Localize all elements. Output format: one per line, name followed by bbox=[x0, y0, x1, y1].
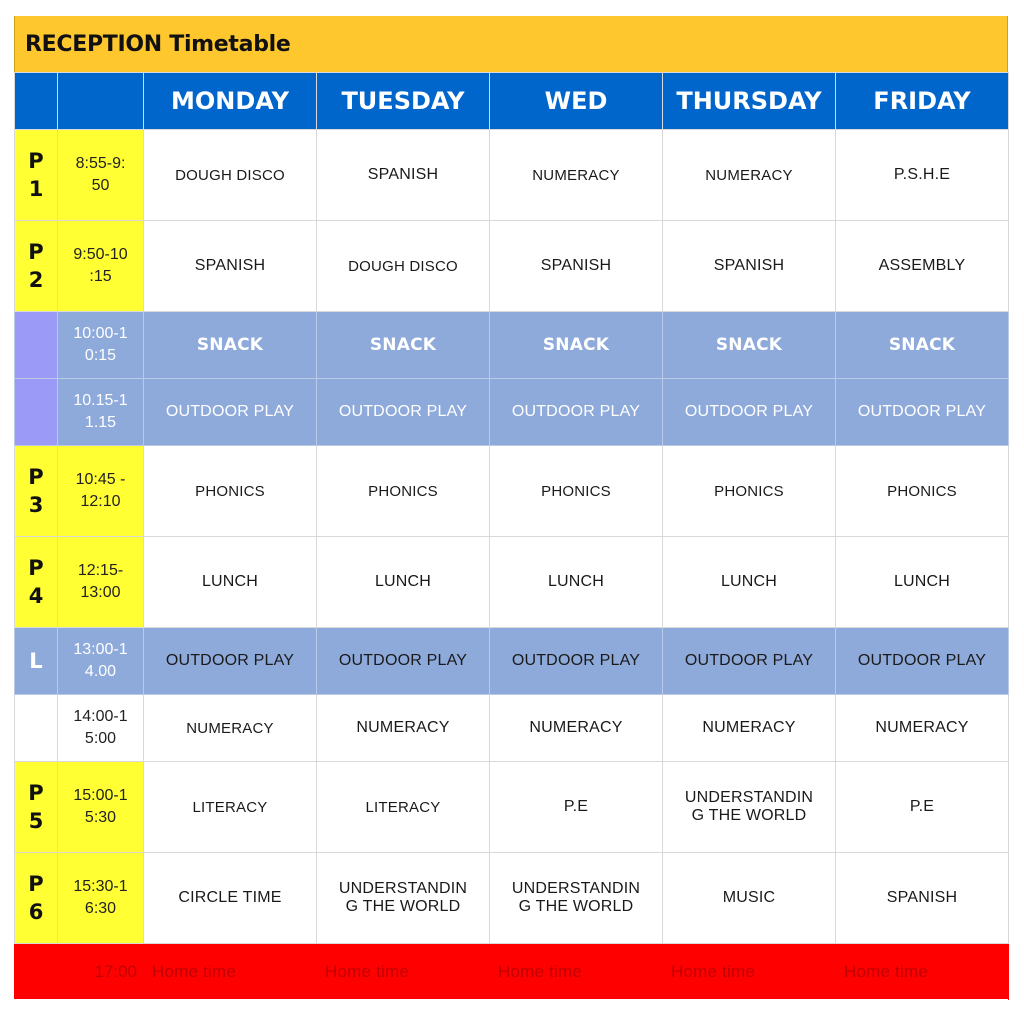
table-row bbox=[15, 695, 1009, 762]
period-label: P 1 bbox=[15, 130, 58, 221]
lesson-cell: NUMERACY bbox=[836, 695, 1009, 762]
lesson-cell: LITERACY bbox=[317, 762, 490, 853]
lesson-cell: OUTDOOR PLAY bbox=[144, 628, 317, 695]
header-blank bbox=[15, 73, 58, 130]
lesson-cell: SNACK bbox=[836, 312, 1009, 379]
period-label: P 5 bbox=[15, 762, 58, 853]
time-label: 15:00-1 5:30 bbox=[58, 762, 144, 853]
lesson-cell: NUMERACY bbox=[663, 130, 836, 221]
lesson-cell: PHONICS bbox=[663, 446, 836, 537]
lesson-cell: P.E bbox=[836, 762, 1009, 853]
day-header-monday: MONDAY bbox=[144, 73, 317, 130]
lesson-cell: SNACK bbox=[317, 312, 490, 379]
lesson-cell: OUTDOOR PLAY bbox=[663, 379, 836, 446]
period-label: P 6 bbox=[15, 853, 58, 944]
lesson-cell: MUSIC bbox=[663, 853, 836, 944]
lesson-cell: OUTDOOR PLAY bbox=[663, 628, 836, 695]
table-row bbox=[15, 537, 1009, 628]
table-row bbox=[15, 446, 1009, 537]
lesson-cell: PHONICS bbox=[144, 446, 317, 537]
lesson-cell: LUNCH bbox=[836, 537, 1009, 628]
lesson-cell: SPANISH bbox=[317, 130, 490, 221]
lesson-cell: Home time bbox=[317, 944, 490, 1000]
lesson-cell: OUTDOOR PLAY bbox=[490, 379, 663, 446]
time-label: 13:00-1 4.00 bbox=[58, 628, 144, 695]
lesson-cell: OUTDOOR PLAY bbox=[144, 379, 317, 446]
lesson-cell: LUNCH bbox=[317, 537, 490, 628]
time-label: 10:45 - 12:10 bbox=[58, 446, 144, 537]
lesson-cell: SPANISH bbox=[663, 221, 836, 312]
table-row bbox=[15, 130, 1009, 221]
lesson-cell: Home time bbox=[490, 944, 663, 1000]
lesson-cell: PHONICS bbox=[317, 446, 490, 537]
table-row bbox=[15, 628, 1009, 695]
lesson-cell: NUMERACY bbox=[317, 695, 490, 762]
period-label: L bbox=[15, 628, 58, 695]
lesson-cell: OUTDOOR PLAY bbox=[490, 628, 663, 695]
lesson-cell: Home time bbox=[663, 944, 836, 1000]
lesson-cell: NUMERACY bbox=[144, 695, 317, 762]
table-row bbox=[15, 221, 1009, 312]
time-label: 17:00 bbox=[58, 944, 144, 1000]
lesson-cell: SPANISH bbox=[836, 853, 1009, 944]
time-label: 10:00-1 0:15 bbox=[58, 312, 144, 379]
lesson-cell: DOUGH DISCO bbox=[317, 221, 490, 312]
time-label: 9:50-10 :15 bbox=[58, 221, 144, 312]
lesson-cell: OUTDOOR PLAY bbox=[317, 628, 490, 695]
lesson-cell: OUTDOOR PLAY bbox=[836, 379, 1009, 446]
lesson-cell: SPANISH bbox=[490, 221, 663, 312]
time-label: 14:00-1 5:00 bbox=[58, 695, 144, 762]
lesson-cell: UNDERSTANDIN G THE WORLD bbox=[317, 853, 490, 944]
lesson-cell: SNACK bbox=[144, 312, 317, 379]
day-header-wednesday: WED bbox=[490, 73, 663, 130]
lesson-cell: NUMERACY bbox=[490, 130, 663, 221]
lesson-cell: UNDERSTANDIN G THE WORLD bbox=[490, 853, 663, 944]
timetable-grid bbox=[14, 72, 1009, 1000]
page-title: RECEPTION Timetable bbox=[25, 31, 291, 57]
day-header-tuesday: TUESDAY bbox=[317, 73, 490, 130]
time-label: 12:15- 13:00 bbox=[58, 537, 144, 628]
header-row bbox=[15, 73, 1009, 130]
period-label: P 4 bbox=[15, 537, 58, 628]
lesson-cell: ASSEMBLY bbox=[836, 221, 1009, 312]
table-row bbox=[15, 762, 1009, 853]
title-bar bbox=[14, 16, 1008, 72]
lesson-cell: OUTDOOR PLAY bbox=[317, 379, 490, 446]
lesson-cell: SNACK bbox=[490, 312, 663, 379]
table-row bbox=[15, 312, 1009, 379]
lesson-cell: SNACK bbox=[663, 312, 836, 379]
lesson-cell: LUNCH bbox=[663, 537, 836, 628]
time-label: 15:30-1 6:30 bbox=[58, 853, 144, 944]
bottom-edge bbox=[14, 999, 1008, 1001]
period-label: P 3 bbox=[15, 446, 58, 537]
day-header-thursday: THURSDAY bbox=[663, 73, 836, 130]
table-row bbox=[15, 379, 1009, 446]
time-label: 8:55-9: 50 bbox=[58, 130, 144, 221]
lesson-cell: UNDERSTANDIN G THE WORLD bbox=[663, 762, 836, 853]
lesson-cell: Home time bbox=[836, 944, 1009, 1000]
lesson-cell: SPANISH bbox=[144, 221, 317, 312]
lesson-cell: Home time bbox=[144, 944, 317, 1000]
header-blank bbox=[58, 73, 144, 130]
period-label: P 2 bbox=[15, 221, 58, 312]
lesson-cell: LUNCH bbox=[490, 537, 663, 628]
lesson-cell: LUNCH bbox=[144, 537, 317, 628]
time-label: 10.15-1 1.15 bbox=[58, 379, 144, 446]
lesson-cell: DOUGH DISCO bbox=[144, 130, 317, 221]
period-label bbox=[15, 695, 58, 762]
lesson-cell: PHONICS bbox=[836, 446, 1009, 537]
period-label bbox=[15, 379, 58, 446]
lesson-cell: P.S.H.E bbox=[836, 130, 1009, 221]
lesson-cell: OUTDOOR PLAY bbox=[836, 628, 1009, 695]
day-header-friday: FRIDAY bbox=[836, 73, 1009, 130]
period-label bbox=[15, 944, 58, 1000]
table-row bbox=[15, 944, 1009, 1000]
lesson-cell: NUMERACY bbox=[490, 695, 663, 762]
lesson-cell: P.E bbox=[490, 762, 663, 853]
timetable bbox=[14, 16, 1008, 1001]
lesson-cell: LITERACY bbox=[144, 762, 317, 853]
lesson-cell: PHONICS bbox=[490, 446, 663, 537]
lesson-cell: NUMERACY bbox=[663, 695, 836, 762]
table-row bbox=[15, 853, 1009, 944]
period-label bbox=[15, 312, 58, 379]
lesson-cell: CIRCLE TIME bbox=[144, 853, 317, 944]
